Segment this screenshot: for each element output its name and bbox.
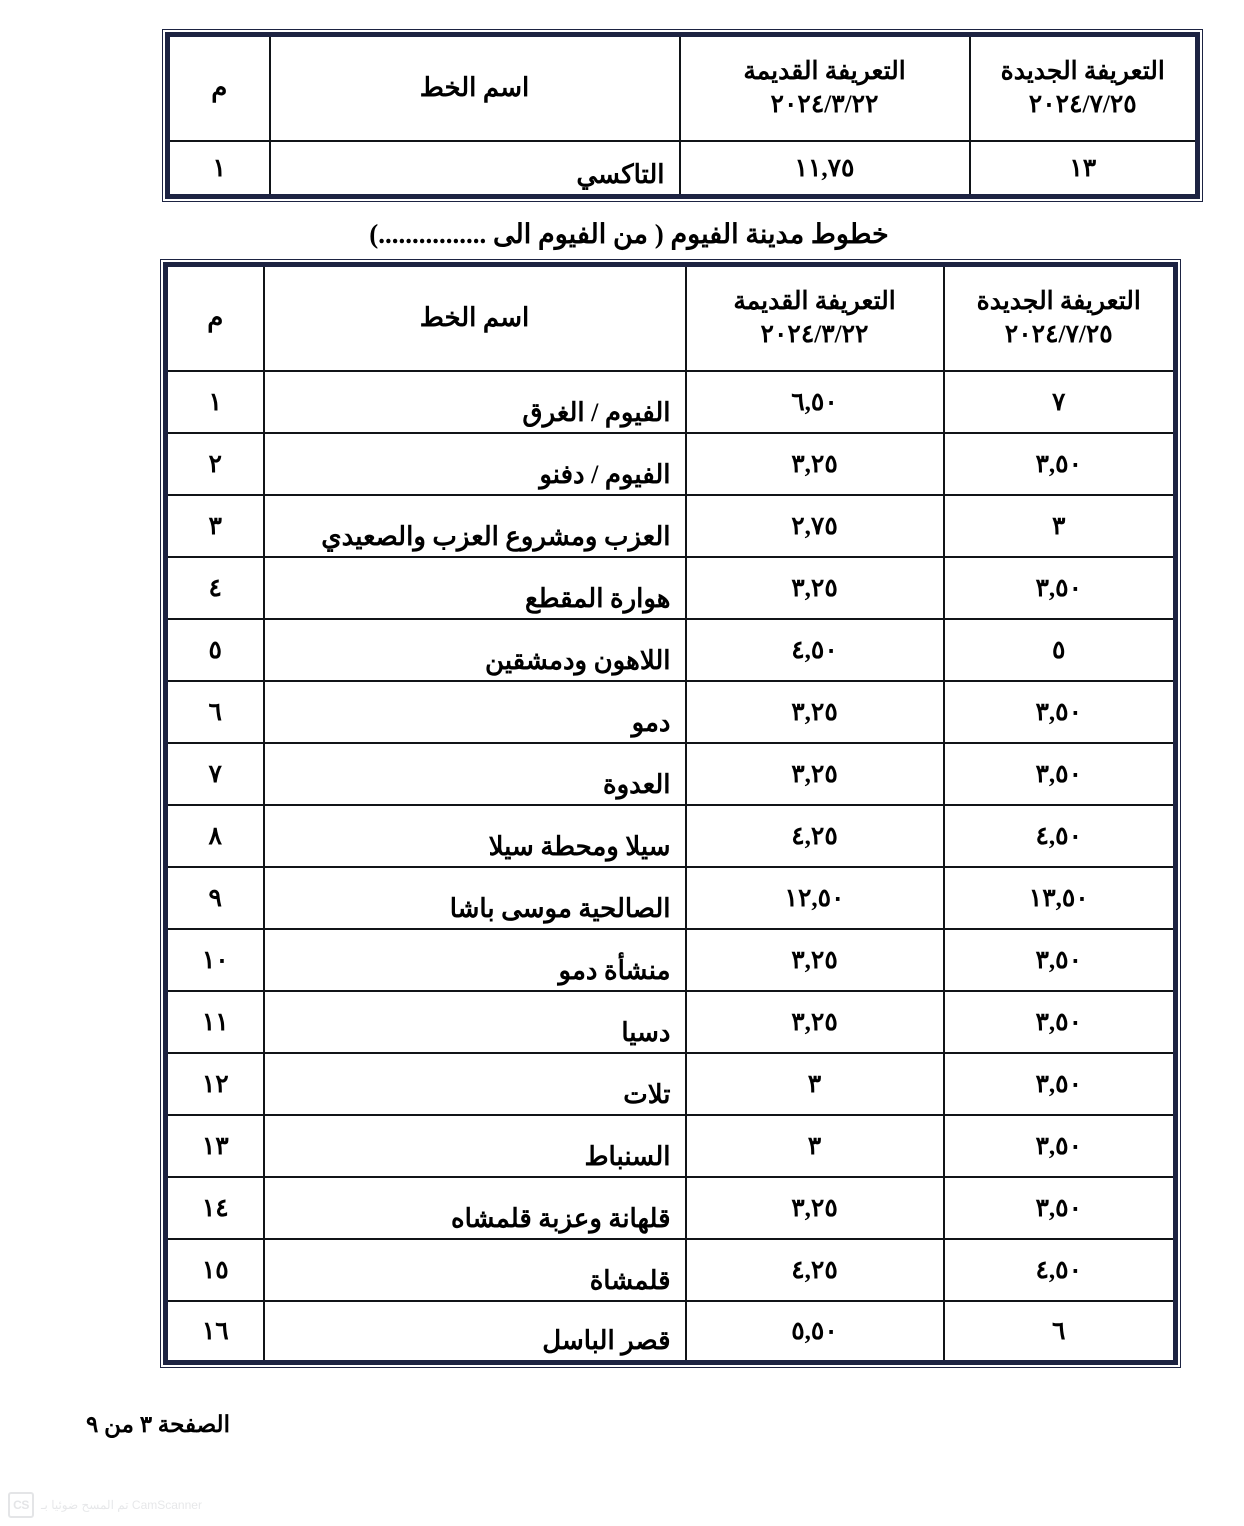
cell-new-tariff: ٣,٥٠ <box>944 1115 1176 1177</box>
city-lines-fare-table <box>163 262 1178 1365</box>
cell-new-tariff: ٤,٥٠ <box>944 1239 1176 1301</box>
cell-index: ٧ <box>166 743 264 805</box>
header-old-tariff-date: ٢٠٢٤/٣/٢٢ <box>770 91 879 119</box>
table-row <box>166 805 1176 867</box>
cell-line-name: منشأة دمو <box>264 929 686 991</box>
cell-line-name: قصر الباسل <box>264 1301 686 1363</box>
table-row <box>166 1239 1176 1301</box>
cell-new-tariff: ١٣,٥٠ <box>944 867 1176 929</box>
cell-line-name: الفيوم / الغرق <box>264 371 686 433</box>
cell-line-name: الفيوم / دفنو <box>264 433 686 495</box>
cell-index: ٦ <box>166 681 264 743</box>
cell-new-tariff: ٣,٥٠ <box>944 1177 1176 1239</box>
cell-new-tariff: ٦ <box>944 1301 1176 1363</box>
table-row <box>166 557 1176 619</box>
cell-new-tariff: ٣,٥٠ <box>944 929 1176 991</box>
cell-old-tariff: ٤,٢٥ <box>686 805 944 867</box>
table-row <box>166 619 1176 681</box>
header-line-name: اسم الخط <box>270 35 680 141</box>
cell-new-tariff: ٣,٥٠ <box>944 1053 1176 1115</box>
city-table-body <box>166 371 1176 1363</box>
table-row <box>166 433 1176 495</box>
cell-line-name: تلات <box>264 1053 686 1115</box>
cell-old-tariff: ٣,٢٥ <box>686 929 944 991</box>
cell-index: ١٤ <box>166 1177 264 1239</box>
cell-index: ٢ <box>166 433 264 495</box>
header-index: م <box>166 265 264 371</box>
cell-line-name: العزب ومشروع العزب والصعيدي <box>264 495 686 557</box>
table-row <box>166 1301 1176 1363</box>
table-row <box>166 1115 1176 1177</box>
cell-index: ١٣ <box>166 1115 264 1177</box>
table-row <box>166 1177 1176 1239</box>
cell-new-tariff: ٧ <box>944 371 1176 433</box>
cell-new-tariff: ١٣ <box>970 141 1198 197</box>
cell-new-tariff: ٣ <box>944 495 1176 557</box>
cell-line-name: العدوة <box>264 743 686 805</box>
cell-index: ٩ <box>166 867 264 929</box>
table-row <box>166 1053 1176 1115</box>
cell-old-tariff: ٣ <box>686 1053 944 1115</box>
table-row <box>166 495 1176 557</box>
cell-index: ٥ <box>166 619 264 681</box>
cell-new-tariff: ٣,٥٠ <box>944 433 1176 495</box>
cell-new-tariff: ٣,٥٠ <box>944 681 1176 743</box>
cell-line-name: الصالحية موسى باشا <box>264 867 686 929</box>
header-old-tariff <box>680 35 970 141</box>
cell-new-tariff: ٣,٥٠ <box>944 557 1176 619</box>
cell-new-tariff: ٤,٥٠ <box>944 805 1176 867</box>
cell-index: ١٥ <box>166 1239 264 1301</box>
cell-line-name: دسيا <box>264 991 686 1053</box>
cell-index: ٣ <box>166 495 264 557</box>
cell-old-tariff: ١٢,٥٠ <box>686 867 944 929</box>
camscanner-watermark <box>8 1492 202 1518</box>
header-new-tariff-label: التعريفة الجديدة <box>1000 58 1165 86</box>
header-new-tariff-date: ٢٠٢٤/٧/٢٥ <box>1004 321 1113 349</box>
table-header-row <box>166 265 1176 371</box>
section-caption: خطوط مدينة الفيوم ( من الفيوم الى ................) <box>369 219 889 249</box>
cell-line-name: اللاهون ودمشقين <box>264 619 686 681</box>
cell-old-tariff: ٣,٢٥ <box>686 743 944 805</box>
cell-index: ١ <box>168 141 270 197</box>
table-row <box>168 141 1198 197</box>
header-index: م <box>168 35 270 141</box>
cell-old-tariff: ٣,٢٥ <box>686 991 944 1053</box>
cell-old-tariff: ٦,٥٠ <box>686 371 944 433</box>
taxi-fare-table <box>165 32 1200 199</box>
table-row <box>166 929 1176 991</box>
table-row <box>166 867 1176 929</box>
cell-index: ١٢ <box>166 1053 264 1115</box>
cell-index: ١٠ <box>166 929 264 991</box>
cell-old-tariff: ١١,٧٥ <box>680 141 970 197</box>
table-row <box>166 681 1176 743</box>
cell-index: ٨ <box>166 805 264 867</box>
cell-line-name: قلمشاة <box>264 1239 686 1301</box>
header-new-tariff <box>944 265 1176 371</box>
cell-old-tariff: ٣,٢٥ <box>686 681 944 743</box>
cell-index: ١١ <box>166 991 264 1053</box>
cell-line-name: السنباط <box>264 1115 686 1177</box>
header-line-name: اسم الخط <box>264 265 686 371</box>
cell-index: ١٦ <box>166 1301 264 1363</box>
page-number-footer: الصفحة ٣ من ٩ <box>86 1412 230 1437</box>
cell-index: ٤ <box>166 557 264 619</box>
cell-old-tariff: ٣,٢٥ <box>686 433 944 495</box>
cell-old-tariff: ٤,٥٠ <box>686 619 944 681</box>
header-new-tariff-date: ٢٠٢٤/٧/٢٥ <box>1028 91 1137 119</box>
header-old-tariff <box>686 265 944 371</box>
header-old-tariff-date: ٢٠٢٤/٣/٢٢ <box>760 321 869 349</box>
cell-old-tariff: ٤,٢٥ <box>686 1239 944 1301</box>
cell-new-tariff: ٣,٥٠ <box>944 991 1176 1053</box>
cell-old-tariff: ٥,٥٠ <box>686 1301 944 1363</box>
header-new-tariff-label: التعريفة الجديدة <box>976 288 1141 316</box>
table-header-row <box>168 35 1198 141</box>
table-row <box>166 743 1176 805</box>
camscanner-watermark-text: تم المسح ضوئيا بـ CamScanner <box>41 1498 202 1512</box>
cell-old-tariff: ٣ <box>686 1115 944 1177</box>
camscanner-badge-icon: CS <box>8 1492 34 1518</box>
table-row <box>166 371 1176 433</box>
cell-new-tariff: ٥ <box>944 619 1176 681</box>
cell-old-tariff: ٣,٢٥ <box>686 557 944 619</box>
header-new-tariff <box>970 35 1198 141</box>
cell-line-name: قلهانة وعزبة قلمشاه <box>264 1177 686 1239</box>
taxi-table-body <box>168 141 1198 197</box>
cell-line-name: دمو <box>264 681 686 743</box>
header-old-tariff-label: التعريفة القديمة <box>743 58 906 86</box>
cell-new-tariff: ٣,٥٠ <box>944 743 1176 805</box>
cell-old-tariff: ٢,٧٥ <box>686 495 944 557</box>
cell-old-tariff: ٣,٢٥ <box>686 1177 944 1239</box>
table-row <box>166 991 1176 1053</box>
cell-line-name: هوارة المقطع <box>264 557 686 619</box>
cell-line-name: سيلا ومحطة سيلا <box>264 805 686 867</box>
cell-line-name: التاكسي <box>270 141 680 197</box>
cell-index: ١ <box>166 371 264 433</box>
header-old-tariff-label: التعريفة القديمة <box>733 288 896 316</box>
